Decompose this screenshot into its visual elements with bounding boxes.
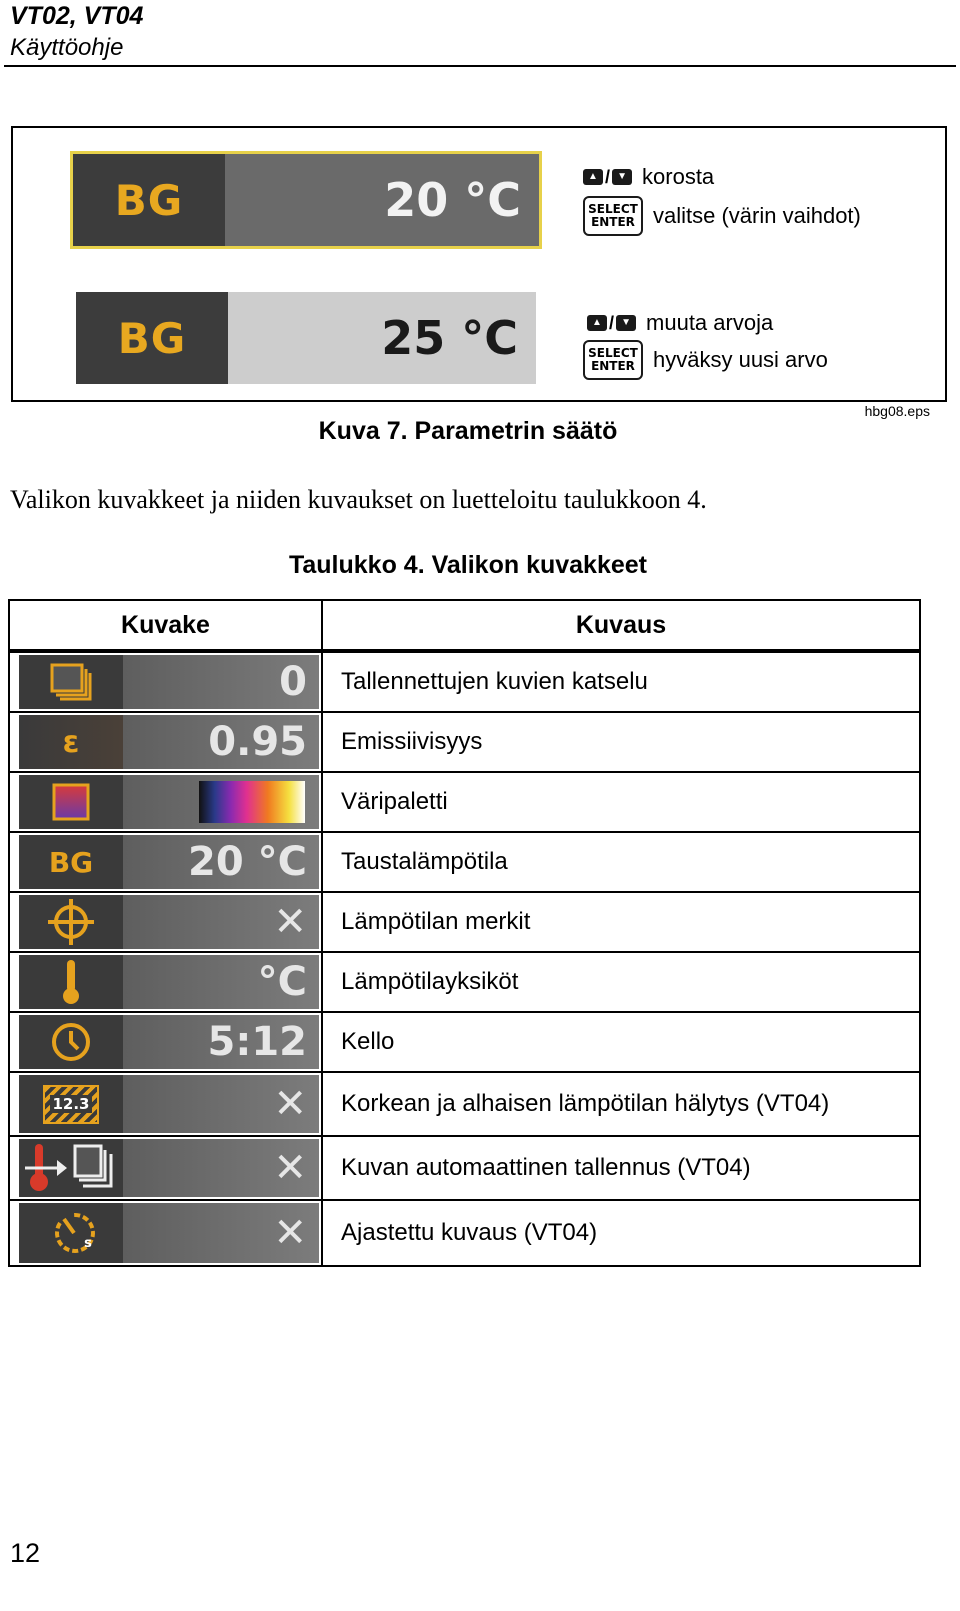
legend-highlight xyxy=(583,164,714,190)
table-row xyxy=(10,953,919,1013)
parameter-value: 25 °C xyxy=(228,292,536,384)
table-row xyxy=(10,1137,919,1201)
menu-icon-description: Emissiivisyys xyxy=(341,728,483,755)
figure-file-reference: hbg08.eps xyxy=(864,403,930,419)
menu-icon-description: Taustalämpötila xyxy=(341,848,508,875)
page-number: 12 xyxy=(10,1538,41,1568)
legend-accept xyxy=(583,340,828,380)
menu-icon-cell xyxy=(19,1075,319,1133)
select-enter-key-icon: SELECT ENTER xyxy=(583,196,643,236)
body-paragraph: Valikon kuvakkeet ja niiden kuvaukset on luetteloitu taulukkoon 4. xyxy=(10,485,707,514)
menu-icon-value: ✕ xyxy=(123,1075,319,1133)
menu-icon-cell xyxy=(19,1203,319,1263)
epsilon-icon xyxy=(19,715,123,769)
column-header-description: Kuvaus xyxy=(575,611,667,639)
crosshair-icon xyxy=(19,895,123,949)
table-row xyxy=(10,653,919,713)
menu-icon-description: Kuvan automaattinen tallennus (VT04) xyxy=(341,1154,751,1181)
menu-icons-table xyxy=(8,599,921,1267)
menu-icon-cell xyxy=(19,655,319,709)
table-row xyxy=(10,773,919,833)
menu-icon-value: 0 xyxy=(123,655,319,709)
menu-icon-cell xyxy=(19,1015,319,1069)
alarm-icon-text: 12.3 xyxy=(43,1085,98,1124)
menu-icon-description: Lämpötilan merkit xyxy=(341,908,531,935)
legend-select xyxy=(583,196,861,236)
document-product-title: VT02, VT04 xyxy=(10,2,144,30)
table-row xyxy=(10,893,919,953)
table-row xyxy=(10,1201,919,1265)
menu-icon-description: Väripaletti xyxy=(341,788,448,815)
menu-icon-description: Kello xyxy=(341,1028,395,1055)
palette-icon xyxy=(19,775,123,829)
document-subtitle: Käyttöohje xyxy=(10,34,124,61)
parameter-value: 20 °C xyxy=(225,154,539,246)
parameter-bar-editing xyxy=(76,292,536,384)
bg-icon-text: BG xyxy=(48,845,94,879)
auto-capture-icon xyxy=(19,1139,123,1197)
menu-icon-description: Lämpötilayksiköt xyxy=(341,968,519,995)
table-row xyxy=(10,713,919,773)
up-down-arrow-icon: ▲ / ▼ xyxy=(587,313,636,334)
up-down-arrow-icon: ▲ / ▼ xyxy=(583,167,632,188)
timer-icon xyxy=(19,1203,123,1263)
legend-text: korosta xyxy=(642,164,715,189)
menu-icon-cell xyxy=(19,775,319,829)
select-enter-key-icon: SELECT ENTER xyxy=(583,340,643,380)
menu-icon-value: 0.95 xyxy=(123,715,319,769)
table-row xyxy=(10,1073,919,1137)
menu-icon-value: 20 °C xyxy=(123,835,319,889)
menu-icon-cell xyxy=(19,835,319,889)
menu-icon-cell xyxy=(19,1139,319,1197)
menu-icon-value: 5:12 xyxy=(123,1015,319,1069)
table-header xyxy=(10,601,919,653)
parameter-label: BG xyxy=(76,292,228,384)
clock-icon xyxy=(19,1015,123,1069)
table-row xyxy=(10,833,919,893)
figure-caption: Kuva 7. Parametrin säätö xyxy=(318,417,618,445)
menu-icon-cell xyxy=(19,895,319,949)
table-caption: Taulukko 4. Valikon kuvakkeet xyxy=(288,551,648,579)
timer-icon-text: s xyxy=(84,1235,92,1251)
parameter-bar-highlighted xyxy=(73,154,539,246)
menu-icon-cell xyxy=(19,955,319,1009)
image-stack-icon xyxy=(19,655,123,709)
menu-icon-value xyxy=(123,775,319,829)
table-row xyxy=(10,1013,919,1073)
column-header-icon: Kuvake xyxy=(121,611,210,639)
legend-text: muuta arvoja xyxy=(646,310,774,335)
figure-parameter-adjust xyxy=(11,126,947,402)
menu-icon-description: Korkean ja alhaisen lämpötilan hälytys (VT04) xyxy=(341,1090,830,1117)
menu-icon-value: ✕ xyxy=(123,895,319,949)
header-divider xyxy=(4,65,956,67)
menu-icon-cell xyxy=(19,715,319,769)
menu-icon-value: ✕ xyxy=(123,1139,319,1197)
menu-icon-value: °C xyxy=(123,955,319,1009)
menu-icon-value: ✕ xyxy=(123,1203,319,1263)
alarm-icon xyxy=(19,1075,123,1133)
column-divider xyxy=(321,601,323,1265)
svg-text:ε: ε xyxy=(62,725,80,760)
legend-text: hyväksy uusi arvo xyxy=(653,347,828,372)
palette-strip-icon xyxy=(197,779,307,825)
legend-text: valitse (värin vaihdot) xyxy=(653,203,861,228)
bg-icon xyxy=(19,835,123,889)
parameter-label: BG xyxy=(73,154,225,246)
menu-icon-description: Ajastettu kuvaus (VT04) xyxy=(341,1219,598,1246)
menu-icon-description: Tallennettujen kuvien katselu xyxy=(341,668,648,695)
legend-change xyxy=(587,310,773,336)
thermometer-icon xyxy=(19,955,123,1009)
